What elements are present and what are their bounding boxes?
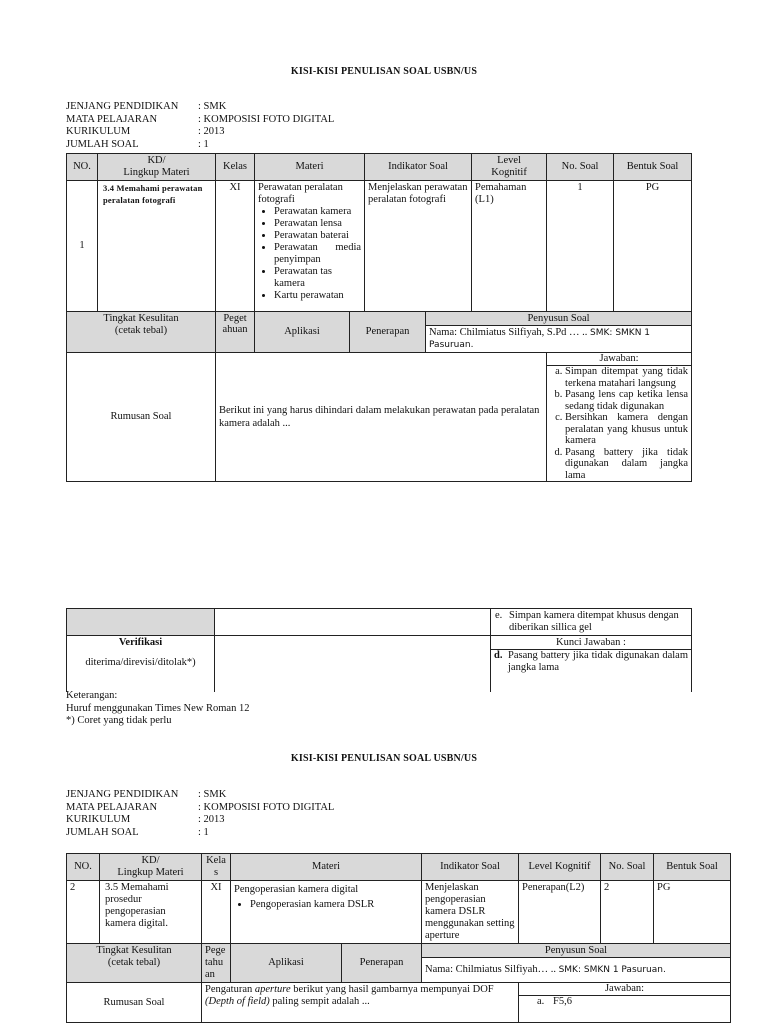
- level-aplikasi: Aplikasi: [255, 312, 350, 353]
- q2-jawaban: Jawaban: a. F5,6: [519, 983, 731, 1023]
- rumusan-soal-label: Rumusan Soal: [67, 983, 202, 1023]
- q1-soal: Berikut ini yang harus dihindari dalam melakukan perawatan pada peralatan kamera adalah ...: [216, 353, 547, 482]
- header-bentuk: Bentuk Soal: [654, 854, 731, 881]
- penyusun-header: Penyusun Soal: [426, 312, 692, 326]
- meta-label: MATA PELAJARAN: [66, 113, 158, 125]
- q2-kd: 3.5 Memahami prosedur pengoperasian kamera digital.: [100, 881, 202, 944]
- q2-indikator: Menjelaskan pengoperasian kamera DSLR menggunakan setting aperture: [422, 881, 519, 944]
- meta-block-2: [66, 789, 334, 839]
- tingkat-kesulitan: Tingkat Kesulitan (cetak tebal): [67, 944, 202, 983]
- q2-kelas: XI: [202, 881, 231, 944]
- q1-options: [547, 366, 691, 481]
- meta-value: : SMK: [198, 101, 227, 112]
- header-no: NO.: [67, 854, 100, 881]
- header-bentuk: Bentuk Soal: [614, 154, 692, 181]
- list-item: • Perawatan baterai: [274, 230, 361, 242]
- meta-value: : 1: [198, 826, 209, 838]
- jawaban-label: Jawaban:: [547, 353, 691, 366]
- meta-label: JUMLAH SOAL: [66, 138, 139, 150]
- q1-materi-list: [258, 206, 361, 302]
- list-item: • Perawatan kamera: [274, 206, 361, 218]
- level-aplikasi: Aplikasi: [231, 944, 342, 983]
- level-pengetahuan: Pege tahu an: [202, 944, 231, 983]
- cont-blank-1: [67, 609, 215, 636]
- meta-value: : 1: [198, 138, 209, 150]
- header-kd: KD/ Lingkup Materi: [98, 154, 216, 181]
- penyusun-header: Penyusun Soal: [422, 944, 731, 958]
- level-penerapan: Penerapan: [342, 944, 422, 983]
- doc-title-1: KISI-KISI PENULISAN SOAL USBN/US: [290, 66, 478, 77]
- q2-materi: Pengoperasian kamera digital • Pengoperasian kamera DSLR: [231, 881, 422, 944]
- rumusan-soal-label: Rumusan Soal: [67, 353, 216, 482]
- notes-block: Keterangan: Huruf menggunakan Times New Roman 12 *) Coret yang tidak perlu: [66, 690, 250, 726]
- list-item: d. Pasang battery jika tidak digunakan dalam jangka lama: [565, 447, 688, 482]
- header-nosoal: No. Soal: [547, 154, 614, 181]
- doc-title-2: KISI-KISI PENULISAN SOAL USBN/US: [290, 753, 478, 764]
- level-penerapan: Penerapan: [350, 312, 426, 353]
- q1-kd: 3.4 Memahami perawatan peralatan fotografi: [98, 181, 216, 312]
- list-item: • Perawatan media penyimpan: [274, 242, 361, 266]
- header-indikator: Indikator Soal: [365, 154, 472, 181]
- q2-level: Penerapan(L2): [519, 881, 601, 944]
- q1-jawaban: [547, 353, 692, 482]
- meta-label: KURIKULUM: [66, 814, 131, 825]
- q2-materi-list: [234, 899, 418, 911]
- kunci-jawaban-cell: Kunci Jawaban : d. Pasang battery jika tidak digunakan dalam jangka lama: [491, 636, 692, 692]
- header-nosoal: No. Soal: [601, 854, 654, 881]
- penyusun-nama: Nama: Chilmiatus Silfiyah, S.Pd … .. SMK: SMKN 1 Pasuruan.: [426, 326, 692, 353]
- meta-block-1: [66, 101, 334, 151]
- list-item: b. Pasang lens cap ketika lensa sedang tidak digunakan: [565, 389, 688, 412]
- list-item: c. Bersihkan kamera dengan peralatan yang khusus untuk kamera: [565, 412, 688, 447]
- header-kelas: Kela s: [202, 854, 231, 881]
- meta-label: MATA PELAJARAN: [66, 801, 158, 813]
- list-item: • Perawatan tas kamera: [274, 266, 361, 290]
- q1-kelas: XI: [216, 181, 255, 312]
- header-no: NO.: [67, 154, 98, 181]
- cont-blank-2: [215, 609, 491, 636]
- kisi-table-1-cont: [66, 608, 692, 692]
- header-materi: Materi: [255, 154, 365, 181]
- penyusun-nama: Nama: Chilmiatus Silfiyah… .. SMK: SMKN 1 Pasuruan.: [422, 958, 731, 983]
- header-kelas: Kelas: [216, 154, 255, 181]
- header-level: Level Kognitif: [472, 154, 547, 181]
- level-pengetahuan: Peget ahuan: [216, 312, 255, 353]
- verifikasi-blank: [215, 636, 491, 692]
- q1-no: 1: [67, 181, 98, 312]
- q1-nosoal: 1: [547, 181, 614, 312]
- meta-value: : KOMPOSISI FOTO DIGITAL: [198, 801, 335, 813]
- q1-bentuk: PG: [614, 181, 692, 312]
- kunci-label: Kunci Jawaban :: [491, 636, 691, 650]
- header-materi: Materi: [231, 854, 422, 881]
- list-item: • Perawatan lensa: [274, 218, 361, 230]
- list-item: • Pengoperasian kamera DSLR: [250, 899, 418, 911]
- q2-bentuk: PG: [654, 881, 731, 944]
- q2-no: 2: [67, 881, 100, 944]
- kisi-table-2: [66, 853, 731, 1023]
- q1-option-e: e. Simpan kamera ditempat khusus dengan diberikan sillica gel: [491, 609, 692, 636]
- meta-label: JENJANG PENDIDIKAN: [66, 101, 179, 112]
- q2-soal: Pengaturan aperture berikut yang hasil gambarnya mempunyai DOF (Depth of field) paling sempit adalah ...: [202, 983, 519, 1023]
- kisi-table-1: [66, 153, 692, 482]
- list-item: a. Simpan ditempat yang tidak terkena matahari langsung: [565, 366, 688, 389]
- meta-label: JENJANG PENDIDIKAN: [66, 789, 179, 800]
- header-kd: KD/ Lingkup Materi: [100, 854, 202, 881]
- meta-value: : KOMPOSISI FOTO DIGITAL: [198, 113, 335, 125]
- meta-label: JUMLAH SOAL: [66, 826, 139, 838]
- q1-materi: Perawatan peralatan fotografi • Perawatan kamera • Perawatan lensa • Perawatan baterai • Perawatan media penyimpan • Perawatan tas kamera • Kartu perawatan: [255, 181, 365, 312]
- meta-value: : SMK: [198, 789, 227, 800]
- tingkat-kesulitan: Tingkat Kesulitan (cetak tebal): [67, 312, 216, 353]
- meta-value: : 2013: [198, 126, 225, 137]
- header-indikator: Indikator Soal: [422, 854, 519, 881]
- header-level: Level Kognitif: [519, 854, 601, 881]
- q1-level: Pemahaman (L1): [472, 181, 547, 312]
- meta-value: : 2013: [198, 814, 225, 825]
- jawaban-label: Jawaban:: [519, 983, 730, 996]
- verifikasi-cell: Verifikasi diterima/direvisi/ditolak*): [67, 636, 215, 692]
- q2-nosoal: 2: [601, 881, 654, 944]
- q1-indikator: Menjelaskan perawatan peralatan fotografi: [365, 181, 472, 312]
- list-item: • Kartu perawatan: [274, 290, 361, 302]
- meta-label: KURIKULUM: [66, 126, 131, 137]
